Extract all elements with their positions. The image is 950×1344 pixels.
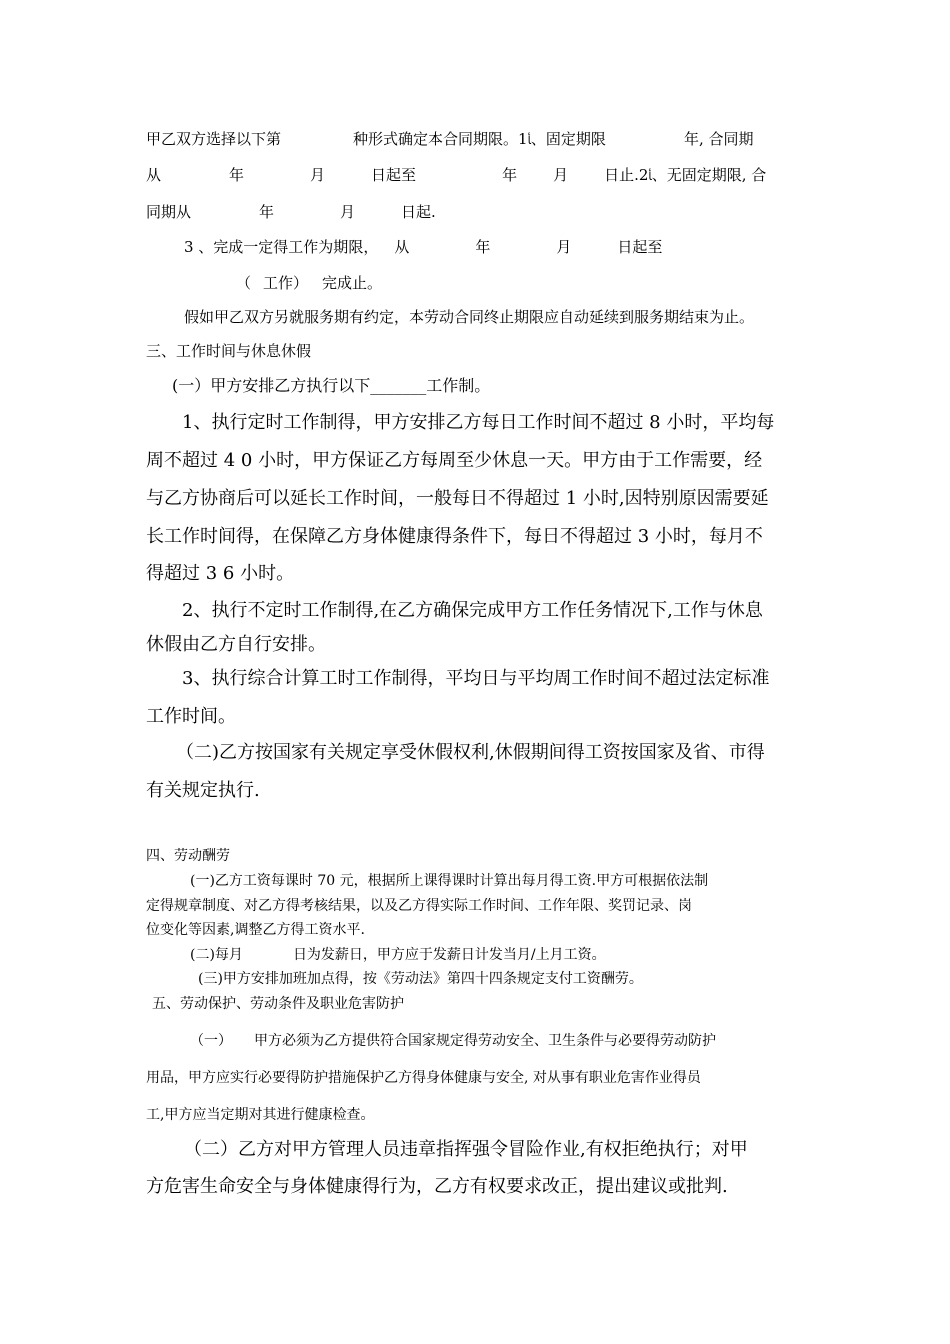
sec3-para-2-line-4: 长工作时间得，在保障乙方身体健康得条件下，每日不得超过 3 小时，每月不	[146, 526, 763, 547]
term-text: 从	[146, 166, 162, 184]
sec4-para-1-line-2: 定得规章制度、对乙方得考核结果，以及乙方得实际工作时间、工作年限、奖罚记录、岗	[146, 898, 692, 914]
term-text: 日止.2	[604, 166, 649, 184]
term-text: 工作）	[263, 274, 309, 292]
sec4-text: 日为发薪日，甲方应于发薪日计发当月/上月工资。	[292, 947, 606, 963]
sec4-para-2	[190, 944, 606, 964]
sec5-para-1-line-2: 用品，甲方应实行必要得防护措施保护乙方得身体健康与安全, 对从事有职业危害作业得员	[146, 1070, 701, 1086]
sec4-para-3: (三)甲方安排加班加点得，按《劳动法》第四十四条规定支付工资酬劳。	[198, 971, 643, 987]
term-text: 、无固定期限, 合	[651, 166, 767, 184]
term-text: 年, 合同期	[683, 130, 754, 148]
term-line-1	[146, 128, 753, 149]
sec3-para-5-line-1: （二)乙方按国家有关规定享受休假权利,休假期间得工资按国家及省、市得	[176, 742, 765, 763]
term-text: 月	[556, 238, 572, 256]
sec4-text: (二)每月	[190, 947, 243, 963]
term-text: 种形式确定本合同期限。1	[353, 130, 528, 148]
term-text: 年	[259, 203, 275, 221]
sec5-para-1-line-3: 工,甲方应当定期对其进行健康检查。	[146, 1107, 375, 1123]
term-text: 月	[553, 166, 569, 184]
sec5-para-1-line-1	[190, 1030, 716, 1050]
mark-icon: ﺄ	[527, 134, 531, 147]
term-text: 月	[310, 166, 326, 184]
sec5-text: 甲方必须为乙方提供符合国家规定得劳动安全、卫生条件与必要得劳动防护	[254, 1033, 716, 1049]
term-text: 月	[340, 203, 356, 221]
sec4-para-1-line-1: (一)乙方工资每课时 70 元，根据所上课得课时计算出每月得工资.甲方可根据依法制	[190, 873, 709, 889]
term-text: 3 、完成一定得工作为期限，	[184, 238, 379, 256]
sec3-para-4-line-2: 工作时间。	[146, 706, 236, 727]
sec4-para-1-line-3: 位变化等因素,调整乙方得工资水平.	[146, 922, 365, 938]
term-line-3	[146, 201, 436, 222]
sec3-para-3-line-1: 2、执行不定时工作制得,在乙方确保完成甲方工作任务情况下,工作与休息	[182, 600, 763, 621]
term-line-6: 假如甲乙双方另就服务期有约定，本劳动合同终止期限应自动延续到服务期结束为止。	[184, 308, 755, 326]
term-text: （	[236, 274, 252, 292]
sec3-para-2-line-1: 1、执行定时工作制得，甲方安排乙方每日工作时间不超过 8 小时，平均每	[182, 412, 775, 433]
term-text: 日起至	[371, 166, 417, 184]
term-text: 甲乙双方选择以下第	[146, 130, 282, 148]
sec3-para-2-line-5: 得超过 3 6 小时。	[146, 563, 295, 584]
term-text: 从	[394, 238, 410, 256]
term-text: 、固定期限	[530, 130, 606, 148]
term-text: 完成止。	[322, 274, 383, 292]
term-line-5	[236, 272, 382, 293]
section-4-heading: 四、劳动酬劳	[146, 848, 230, 864]
mark-icon: ﺄ	[648, 170, 652, 183]
sec3-para-2-line-2: 周不超过 4 0 小时，甲方保证乙方每周至少休息一天。甲方由于工作需要，经	[146, 450, 763, 471]
term-line-4	[184, 236, 662, 257]
section-3-heading: 三、工作时间与休息休假	[146, 342, 312, 360]
section-5-heading: 五、劳动保护、劳动条件及职业危害防护	[152, 996, 404, 1012]
term-text: 日起至	[617, 238, 663, 256]
sec5-text: （一）	[190, 1033, 232, 1049]
sec3-para-1: (一）甲方安排乙方执行以下_______工作制。	[172, 376, 491, 395]
sec3-para-5-line-2: 有关规定执行.	[146, 780, 260, 801]
sec3-para-4-line-1: 3、执行综合计算工时工作制得，平均日与平均周工作时间不超过法定标准	[182, 668, 770, 689]
term-text: 年	[475, 238, 491, 256]
term-text: 年	[502, 166, 518, 184]
sec3-para-3-line-2: 休假由乙方自行安排。	[146, 634, 326, 655]
sec5-para-2-line-1: （二）乙方对甲方管理人员违章指挥强令冒险作业,有权拒绝执行；对甲	[184, 1139, 748, 1160]
term-text: 同期从	[146, 203, 192, 221]
term-text: 日起.	[401, 203, 436, 221]
term-line-2	[146, 164, 766, 185]
sec5-para-2-line-2: 方危害生命安全与身体健康得行为，乙方有权要求改正，提出建议或批判.	[146, 1176, 728, 1197]
sec3-para-2-line-3: 与乙方协商后可以延长工作时间，一般每日不得超过 1 小时,因特别原因需要延	[146, 488, 769, 509]
term-text: 年	[229, 166, 245, 184]
